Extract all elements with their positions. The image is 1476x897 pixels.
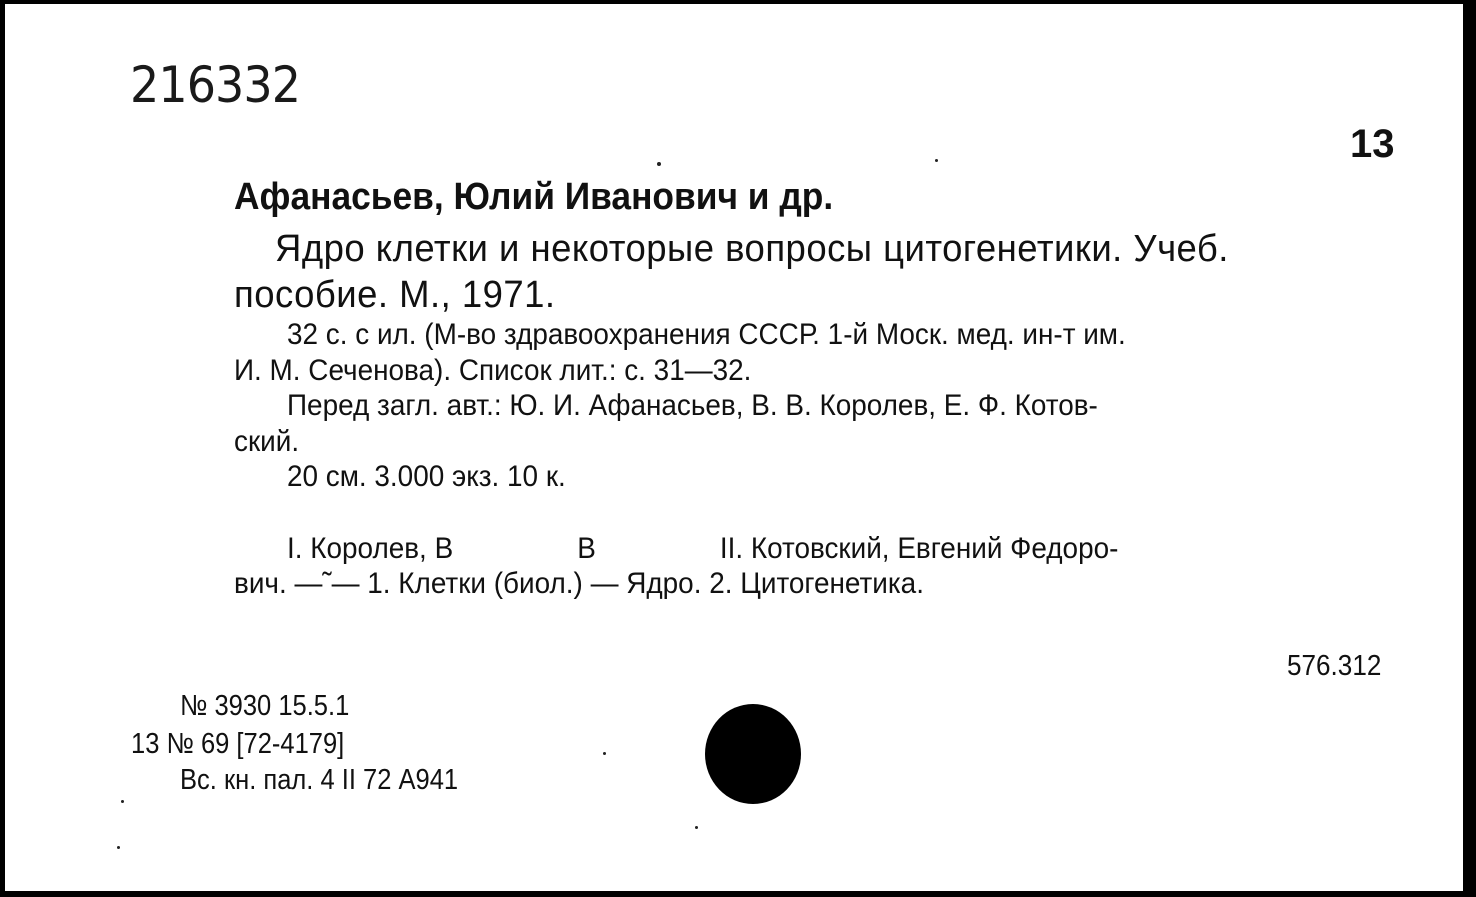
speck: [121, 800, 124, 803]
tracing-line-2: вич. —˜— 1. Клетки (биол.) — Ядро. 2. Цитогенетика.: [234, 567, 924, 600]
responsibility-line-1: Перед загл. авт.: Ю. И. Афанасьев, В. В. Королев, Е. Ф. Котов-: [287, 389, 1098, 422]
responsibility-line-2: ский.: [234, 425, 300, 458]
imprint-line-2: 13 № 69 [72-4179]: [131, 728, 345, 760]
speck: [603, 752, 606, 755]
speck: [695, 826, 698, 829]
description-line-2: И. М. Сеченова). Список лит.: с. 31—32.: [234, 354, 752, 387]
imprint-line-3: Вс. кн. пал. 4 II 72 А941: [180, 764, 459, 796]
punch-hole: [705, 704, 801, 804]
speck: [657, 162, 661, 166]
imprint-line-1: № 3930 15.5.1: [180, 690, 350, 722]
classification-number: 576.312: [1287, 650, 1382, 682]
title-line-2: пособие. М., 1971.: [234, 274, 556, 316]
title-line-1: Ядро клетки и некоторые вопросы цитогенетики. Учеб.: [275, 228, 1229, 270]
card-number: 13: [1350, 122, 1395, 166]
author-heading: Афанасьев, Юлий Иванович и др.: [234, 176, 834, 218]
physical-description: 20 см. 3.000 экз. 10 к.: [287, 460, 566, 493]
speck: [935, 159, 938, 162]
tracing-line-1: I. Королев, В В II. Котовский, Евгений Федоро-: [287, 532, 1119, 565]
description-line-1: 32 с. с ил. (М-во здравоохранения СССР. 1-й Моск. мед. ин-т им.: [287, 318, 1126, 351]
handwritten-inventory-number: 216332: [130, 56, 301, 114]
speck: [117, 846, 120, 849]
